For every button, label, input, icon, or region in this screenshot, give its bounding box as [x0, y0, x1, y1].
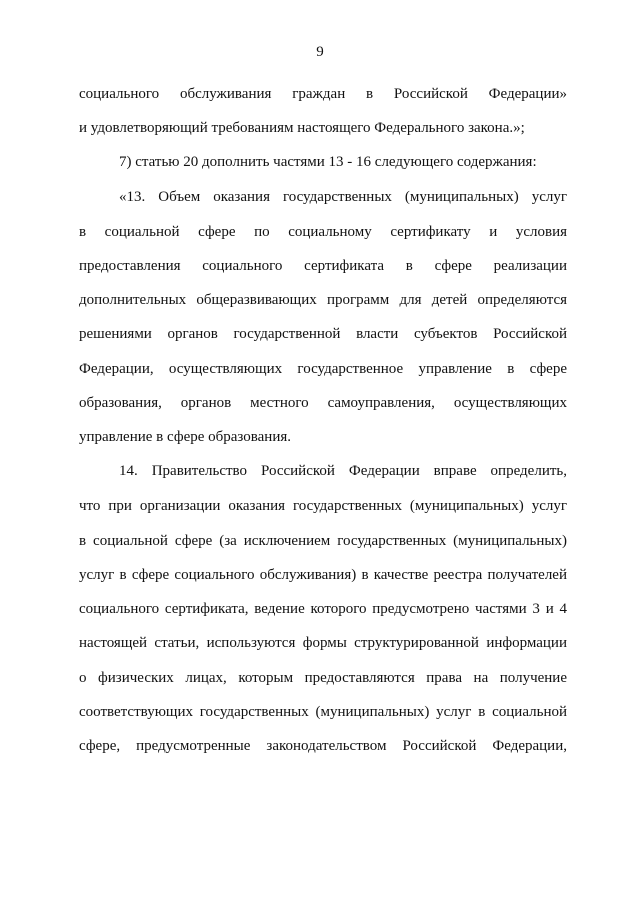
- text-line: сфере, предусмотренные законодательством Российской Федерации,: [79, 738, 567, 754]
- text-line: образования, органов местного самоуправления, осуществляющих: [79, 395, 567, 411]
- text-line: настоящей статьи, используются формы структурированной информации: [79, 635, 567, 651]
- text-line: решениями органов государственной власти субъектов Российской: [79, 326, 567, 342]
- text-line: в социальной сфере по социальному сертификату и условия: [79, 224, 567, 240]
- text-line: в социальной сфере (за исключением государственных (муниципальных): [79, 533, 567, 549]
- text-line: 14. Правительство Российской Федерации вправе определить,: [119, 463, 567, 479]
- text-line: предоставления социального сертификата в сфере реализации: [79, 258, 567, 274]
- text-line: соответствующих государственных (муниципальных) услуг в социальной: [79, 704, 567, 720]
- text-line: управление в сфере образования.: [79, 429, 292, 445]
- text-line: что при организации оказания государственных (муниципальных) услуг: [79, 498, 567, 514]
- text-line: социального сертификата, ведение которого предусмотрено частями 3 и 4: [79, 601, 567, 617]
- text-line: о физических лицах, которым предоставляются права на получение: [79, 670, 567, 686]
- text-line: социального обслуживания граждан в Российской Федерации»: [79, 86, 567, 102]
- text-line: услуг в сфере социального обслуживания) в качестве реестра получателей: [79, 567, 567, 583]
- text-line: дополнительных общеразвивающих программ для детей определяются: [79, 292, 567, 308]
- text-line: и удовлетворяющий требованиям настоящего Федерального закона.»;: [79, 120, 525, 136]
- text-line: 7) статью 20 дополнить частями 13 - 16 следующего содержания:: [119, 154, 537, 170]
- page-number: 9: [316, 44, 324, 60]
- text-line: Федерации, осуществляющих государственное управление в сфере: [79, 361, 567, 377]
- text-line: «13. Объем оказания государственных (муниципальных) услуг: [119, 189, 567, 205]
